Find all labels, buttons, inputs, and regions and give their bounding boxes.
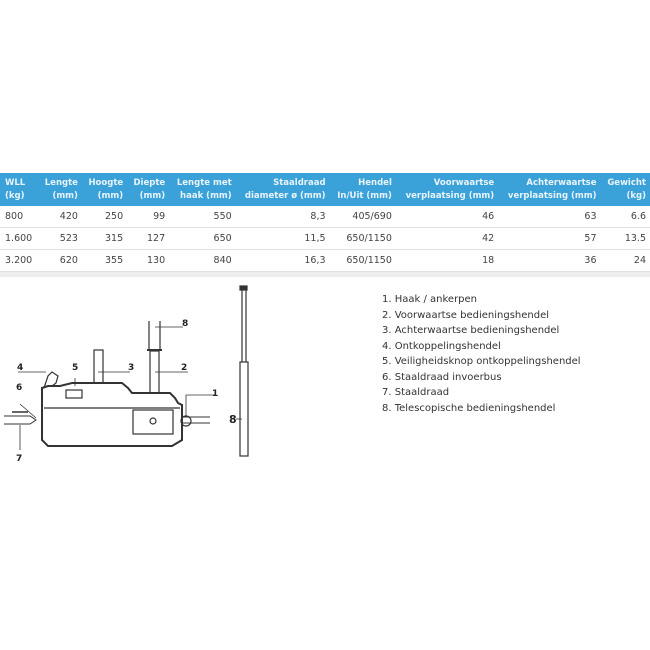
table-cell: 250 xyxy=(82,206,127,228)
table-cell: 46 xyxy=(396,206,498,228)
table-cell: 57 xyxy=(498,228,600,250)
callout-5: 5 xyxy=(72,363,79,373)
steel-wire xyxy=(4,412,210,424)
column-header-line: Diepte xyxy=(133,177,166,188)
table-cell: 620 xyxy=(38,250,82,272)
table-cell: 523 xyxy=(38,228,82,250)
lever-3 xyxy=(94,350,103,383)
table-cell: 355 xyxy=(82,250,127,272)
column-header-line: verplaatsing (mm) xyxy=(405,190,495,201)
column-header xyxy=(396,173,498,206)
table-footer-cell xyxy=(0,272,650,278)
callout-8: 8 xyxy=(182,319,189,329)
column-header-line: Staaldraad xyxy=(273,177,326,188)
column-header xyxy=(236,173,330,206)
table-cell: 1.600 xyxy=(0,228,38,250)
column-header-line: Achterwaartse xyxy=(526,177,597,188)
legend-item: 7. Staaldraad xyxy=(382,387,450,398)
callout-3: 3 xyxy=(128,363,135,373)
column-header xyxy=(127,173,169,206)
column-header-line: haak (mm) xyxy=(180,190,232,201)
table-cell: 6.6 xyxy=(601,206,650,228)
table-cell: 99 xyxy=(127,206,169,228)
column-header-line: Lengte xyxy=(44,177,78,188)
table-row xyxy=(0,228,650,250)
column-header-line: Hoogte xyxy=(88,177,124,188)
column-header-line: (mm) xyxy=(139,190,166,201)
table-cell: 840 xyxy=(169,250,236,272)
table-cell: 11,5 xyxy=(236,228,330,250)
table-cell: 16,3 xyxy=(236,250,330,272)
legend-item: 4. Ontkoppelingshendel xyxy=(382,340,501,352)
column-header xyxy=(0,173,38,206)
table-cell: 650/1150 xyxy=(330,250,396,272)
table-cell: 800 xyxy=(0,206,38,228)
column-header-line: Hendel xyxy=(358,177,392,188)
table-cell: 42 xyxy=(396,228,498,250)
legend-item: 1. Haak / ankerpen xyxy=(382,294,478,305)
column-header-line: (kg) xyxy=(5,190,25,201)
column-header-line: (kg) xyxy=(626,190,646,201)
column-header xyxy=(38,173,82,206)
winch-diagram xyxy=(0,280,260,470)
column-header xyxy=(169,173,236,206)
callout-7: 7 xyxy=(16,454,23,464)
column-header xyxy=(601,173,650,206)
specifications-table xyxy=(0,173,650,277)
winch-body xyxy=(42,383,191,446)
legend-item: 3. Achterwaartse bedieningshendel xyxy=(382,325,560,336)
table-cell: 3.200 xyxy=(0,250,38,272)
table-cell: 315 xyxy=(82,228,127,250)
table-cell: 405/690 xyxy=(330,206,396,228)
callout-6: 6 xyxy=(16,383,23,393)
callout-lines xyxy=(18,327,242,450)
telescopic-handle xyxy=(240,286,248,456)
column-header-line: Lengte met xyxy=(176,177,232,188)
table-footer-bar xyxy=(0,272,650,278)
legend-item: 8. Telescopische bedieningshendel xyxy=(382,402,556,414)
legend-item: 5. Veiligheidsknop ontkoppelingshendel xyxy=(382,356,581,367)
table-cell: 650/1150 xyxy=(330,228,396,250)
table-cell: 36 xyxy=(498,250,600,272)
table-row xyxy=(0,250,650,272)
table-cell: 8,3 xyxy=(236,206,330,228)
column-header-line: In/Uit (mm) xyxy=(337,190,392,201)
column-header-line: (mm) xyxy=(52,190,78,201)
column-header-line: Gewicht xyxy=(607,177,646,188)
column-header-line: diameter ø (mm) xyxy=(244,190,326,201)
column-header-line: WLL xyxy=(5,177,26,188)
table-cell: 24 xyxy=(601,250,650,272)
table-row xyxy=(0,206,650,228)
table-cell: 550 xyxy=(169,206,236,228)
column-header xyxy=(498,173,600,206)
legend-item: 2. Voorwaartse bedieningshendel xyxy=(382,309,550,321)
legend-item: 6. Staaldraad invoerbus xyxy=(382,371,502,383)
parts-legend xyxy=(382,292,581,416)
column-header-line: verplaatsing (mm) xyxy=(507,190,597,201)
table-cell: 127 xyxy=(127,228,169,250)
table-cell: 420 xyxy=(38,206,82,228)
table-cell: 130 xyxy=(127,250,169,272)
table-cell: 18 xyxy=(396,250,498,272)
callout-4: 4 xyxy=(17,363,24,373)
table-cell: 650 xyxy=(169,228,236,250)
callout-8-handle: 8 xyxy=(229,413,237,426)
table-cell: 13.5 xyxy=(601,228,650,250)
column-header xyxy=(82,173,127,206)
lever-2 xyxy=(147,321,162,393)
table-cell: 63 xyxy=(498,206,600,228)
callout-1: 1 xyxy=(212,389,219,399)
column-header-line: (mm) xyxy=(97,190,124,201)
table-header-row xyxy=(0,173,650,206)
callout-2: 2 xyxy=(181,363,188,373)
column-header-line: Voorwaartse xyxy=(433,177,495,188)
column-header xyxy=(330,173,396,206)
